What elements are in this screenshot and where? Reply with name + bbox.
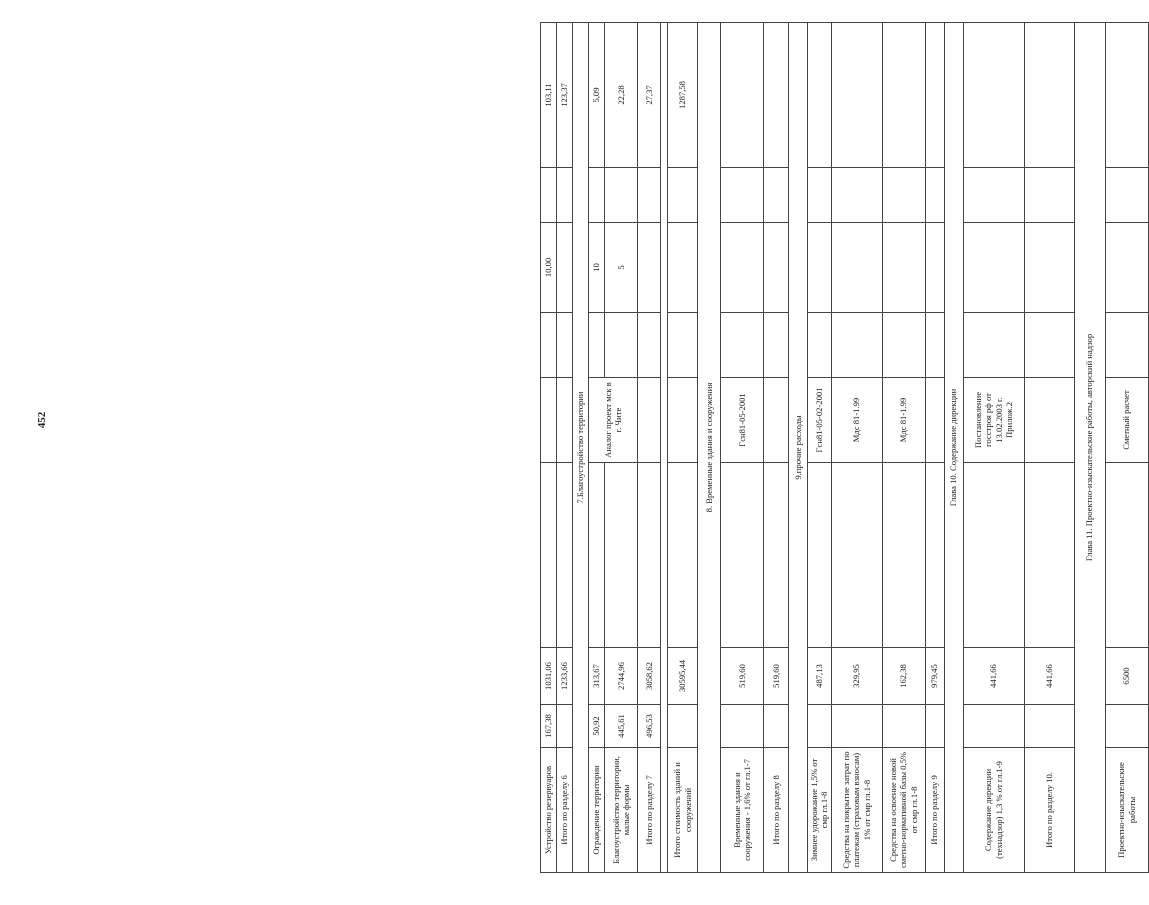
blank-cell [1024, 313, 1074, 378]
value-cell [831, 705, 882, 748]
total-cell [721, 23, 764, 168]
blank-cell [541, 313, 557, 378]
basis-cell: Постановление госстроя рф от 13.02.2003 г. Прилож.2 [963, 378, 1024, 463]
value-cell [963, 705, 1024, 748]
blank-cell [764, 168, 789, 223]
blank-cell [808, 168, 832, 223]
row-name: Средства на освоение новой сметно-нормативной базы 0,5% от смр гл.1-8 [882, 748, 925, 873]
value-cell [557, 705, 573, 748]
section-heading-row [1074, 23, 1105, 873]
blank-cell [963, 313, 1024, 378]
row-name: Итого по разделу 8 [764, 748, 789, 873]
total-cell [882, 23, 925, 168]
blank-cell [925, 313, 944, 378]
row-name: Устройство резервуаров [541, 748, 557, 873]
blank-cell [831, 313, 882, 378]
blank-cell [557, 168, 573, 223]
blank-cell [1024, 168, 1074, 223]
coefficient-cell [963, 223, 1024, 313]
row-name: Итого по разделу 7 [638, 748, 661, 873]
row-name: Средства на покрытие затрат по платежам (страховым взносам) 1% от смр гл.1-8 [831, 748, 882, 873]
basis-cell: Мдс 81-1.99 [831, 378, 882, 463]
coefficient-cell [557, 223, 573, 313]
value-cell: 445,61 [605, 705, 638, 748]
coefficient-cell [668, 223, 698, 313]
total-cell [963, 23, 1024, 168]
coefficient-cell [638, 223, 661, 313]
blank-cell [882, 168, 925, 223]
value-cell: 30595,44 [668, 648, 698, 705]
table-row [541, 23, 557, 873]
blank-cell [668, 313, 698, 378]
blank-cell [882, 463, 925, 648]
row-name: Итого по разделу 9 [925, 748, 944, 873]
table-row [1105, 23, 1148, 873]
value-cell: 441,66 [1024, 648, 1074, 705]
coefficient-cell [808, 223, 832, 313]
total-cell [1024, 23, 1074, 168]
section-heading-row [573, 23, 589, 873]
row-name: Итого по разделу 6 [557, 748, 573, 873]
blank-cell [589, 313, 605, 378]
blank-cell [557, 313, 573, 378]
value-cell [668, 705, 698, 748]
value-cell [721, 705, 764, 748]
basis-cell: Гсн81-05-2001 [721, 378, 764, 463]
coefficient-cell [925, 223, 944, 313]
section-heading: 7.Благоустройство территории [573, 23, 589, 873]
blank-cell [721, 313, 764, 378]
section-heading: 8. Временные здания и сооружения [698, 23, 721, 873]
blank-cell [668, 168, 698, 223]
value-cell [764, 705, 789, 748]
blank-cell [605, 313, 638, 378]
value-cell: 313,67 [589, 648, 605, 705]
table-row [831, 23, 882, 873]
blank-cell [557, 463, 573, 648]
table-row [668, 23, 698, 873]
blank-cell [721, 168, 764, 223]
coefficient-cell: 10 [589, 223, 605, 313]
blank-cell [963, 463, 1024, 648]
row-name: Ограждение территории [589, 748, 605, 873]
total-cell: 1287,58 [668, 23, 698, 168]
value-cell: 6500 [1105, 648, 1148, 705]
coefficient-cell: 5 [605, 223, 638, 313]
blank-cell [638, 168, 661, 223]
page-number: 452 [36, 411, 48, 429]
row-name: Временные здания и сооружения - 1,6% от гл.1-7 [721, 748, 764, 873]
total-cell [808, 23, 832, 168]
section-heading-row [789, 23, 808, 873]
total-cell [925, 23, 944, 168]
value-cell: 3058,62 [638, 648, 661, 705]
blank-cell [831, 168, 882, 223]
blank-cell [925, 168, 944, 223]
basis-cell [925, 378, 944, 463]
value-cell: 979,45 [925, 648, 944, 705]
blank-cell [721, 463, 764, 648]
value-cell [1024, 705, 1074, 748]
table-row [925, 23, 944, 873]
basis-cell [638, 378, 661, 463]
row-name: Проектно-изыскательские работы [1105, 748, 1148, 873]
blank-cell [1105, 313, 1148, 378]
blank-cell [605, 168, 638, 223]
blank-cell [541, 463, 557, 648]
total-cell [831, 23, 882, 168]
table-row [589, 23, 605, 873]
basis-cell [557, 378, 573, 463]
value-cell: 162,38 [882, 648, 925, 705]
table-row [721, 23, 764, 873]
coefficient-cell [882, 223, 925, 313]
row-name: Содержание дирекции (технадзор) 1,3 % от гл.1-9 [963, 748, 1024, 873]
basis-cell [541, 378, 557, 463]
spacer-cell [661, 23, 668, 873]
table-row [764, 23, 789, 873]
blank-cell [1105, 168, 1148, 223]
basis-cell: Мдс 81-1.99 [882, 378, 925, 463]
table-row [963, 23, 1024, 873]
total-cell: 27,37 [638, 23, 661, 168]
table-row [557, 23, 573, 873]
table-row [638, 23, 661, 873]
blank-cell [764, 313, 789, 378]
table-row [882, 23, 925, 873]
section-heading: Глава 10. Содержание дирекции [944, 23, 963, 873]
coefficient-cell [1024, 223, 1074, 313]
basis-cell: Сметный расчет [1105, 378, 1148, 463]
coefficient-cell [764, 223, 789, 313]
total-cell: 5,09 [589, 23, 605, 168]
blank-cell [605, 463, 638, 648]
table-row [808, 23, 832, 873]
value-cell: 167,38 [541, 705, 557, 748]
value-cell: 2744,96 [605, 648, 638, 705]
blank-cell [963, 168, 1024, 223]
section-heading: 9.прочие расходы [789, 23, 808, 873]
blank-cell [668, 463, 698, 648]
row-name: Зимнее удорожание 1,5% от смр гл.1-8 [808, 748, 832, 873]
blank-cell [1024, 463, 1074, 648]
blank-cell [638, 463, 661, 648]
value-cell: 441,66 [963, 648, 1024, 705]
value-cell [1105, 705, 1148, 748]
spacer-row [661, 23, 668, 873]
value-cell: 329,95 [831, 648, 882, 705]
value-cell: 519,60 [764, 648, 789, 705]
value-cell [925, 705, 944, 748]
total-cell: 103,11 [541, 23, 557, 168]
total-cell: 123,37 [557, 23, 573, 168]
blank-cell [764, 463, 789, 648]
section-heading-row [944, 23, 963, 873]
blank-cell [808, 313, 832, 378]
blank-cell [638, 313, 661, 378]
blank-cell [1105, 463, 1148, 648]
value-cell: 1233,66 [557, 648, 573, 705]
section-heading-row [698, 23, 721, 873]
value-cell: 519,60 [721, 648, 764, 705]
cost-estimate-table [540, 22, 1149, 873]
blank-cell [589, 463, 605, 648]
basis-cell [764, 378, 789, 463]
blank-cell [831, 463, 882, 648]
value-cell: 496,53 [638, 705, 661, 748]
blank-cell [541, 168, 557, 223]
value-cell [882, 705, 925, 748]
value-cell: 50,92 [589, 705, 605, 748]
coefficient-cell [1105, 223, 1148, 313]
blank-cell [589, 168, 605, 223]
row-name: Благоустройство территории, малые формы [605, 748, 638, 873]
row-name: Итого по разделу 10. [1024, 748, 1074, 873]
total-cell: 22,28 [605, 23, 638, 168]
value-cell: 1031,06 [541, 648, 557, 705]
basis-cell [1024, 378, 1074, 463]
basis-cell [668, 378, 698, 463]
basis-cell: Гсн81-05-02-2001 [808, 378, 832, 463]
basis-cell: Аналог проект мск в г. Чите [589, 378, 638, 463]
total-cell [764, 23, 789, 168]
row-name: Итого стоимость зданий и сооружений [668, 748, 698, 873]
section-heading: Глава 11. Проектно-изыскательские работы, авторский надзор [1074, 23, 1105, 873]
rotated-estimate-table [540, 23, 1137, 873]
blank-cell [925, 463, 944, 648]
blank-cell [808, 463, 832, 648]
coefficient-cell: 10,00 [541, 223, 557, 313]
coefficient-cell [721, 223, 764, 313]
value-cell: 487,13 [808, 648, 832, 705]
coefficient-cell [831, 223, 882, 313]
table-row [1024, 23, 1074, 873]
blank-cell [882, 313, 925, 378]
value-cell [808, 705, 832, 748]
total-cell [1105, 23, 1148, 168]
